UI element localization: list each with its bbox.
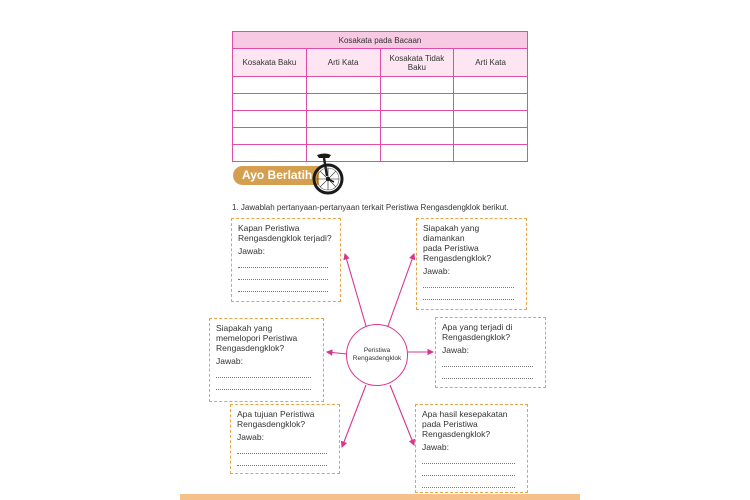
answer-line[interactable]	[238, 256, 328, 268]
table-header: Arti Kata	[454, 49, 528, 77]
answer-label: Jawab:	[216, 356, 243, 366]
answer-line[interactable]	[237, 454, 327, 466]
question-text: Apa yang terjadi di Rengasdengklok?	[442, 322, 513, 342]
answer-label: Jawab:	[423, 266, 450, 276]
arrow-mid-left	[327, 352, 347, 354]
answer-line[interactable]	[422, 464, 515, 476]
answer-line[interactable]	[423, 288, 514, 300]
answer-line[interactable]	[237, 442, 327, 454]
page-footer-bar	[180, 494, 580, 500]
answer-label: Jawab:	[238, 246, 265, 256]
answer-label: Jawab:	[237, 432, 264, 442]
section-title-banner: Ayo Berlatih	[233, 166, 319, 185]
center-topic-line2: Rengasdengklok	[352, 355, 402, 362]
arrow-top-right	[388, 254, 414, 326]
question-box-what-happened	[435, 317, 546, 388]
answer-line[interactable]	[423, 276, 514, 288]
answer-label: Jawab:	[422, 442, 449, 452]
answer-line[interactable]	[238, 280, 328, 292]
question-box-when	[231, 218, 341, 302]
answer-line[interactable]	[442, 367, 533, 379]
arrow-bottom-right	[390, 385, 414, 445]
answer-line[interactable]	[442, 355, 533, 367]
question-box-who-secured	[416, 218, 527, 310]
center-topic-circle	[346, 324, 408, 386]
question-text: Apa hasil kesepakatan pada Peristiwa Rengasdengklok?	[422, 409, 508, 439]
center-topic-line1: Peristiwa	[363, 347, 391, 354]
question-box-pioneers	[209, 318, 324, 402]
answer-line[interactable]	[422, 476, 515, 488]
question-text: Kapan Peristiwa Rengasdengklok terjadi?	[238, 223, 332, 243]
answer-line[interactable]	[216, 366, 311, 378]
question-text: Apa tujuan Peristiwa Rengasdengklok?	[237, 409, 315, 429]
answer-line[interactable]	[238, 268, 328, 280]
table-header: Kosakata Baku	[233, 49, 307, 77]
question-text: Siapakah yang diamankan pada Peristiwa Rengasdengklok?	[423, 223, 492, 263]
table-header: Kosakata Tidak Baku	[380, 49, 454, 77]
question-box-agreement	[415, 404, 528, 493]
answer-label: Jawab:	[442, 345, 469, 355]
table-caption: Kosakata pada Bacaan	[233, 32, 528, 49]
table-header: Arti Kata	[306, 49, 380, 77]
answer-line[interactable]	[216, 378, 311, 390]
answer-line[interactable]	[422, 452, 515, 464]
instruction-text: 1. Jawablah pertanyaan-pertanyaan terkait Peristiwa Rengasdengklok berikut.	[232, 203, 509, 212]
question-text: Siapakah yang memelopori Peristiwa Rengasdengklok?	[216, 323, 298, 353]
question-box-purpose	[230, 404, 340, 474]
arrow-bottom-left	[342, 385, 366, 447]
arrow-top-left	[345, 254, 366, 326]
